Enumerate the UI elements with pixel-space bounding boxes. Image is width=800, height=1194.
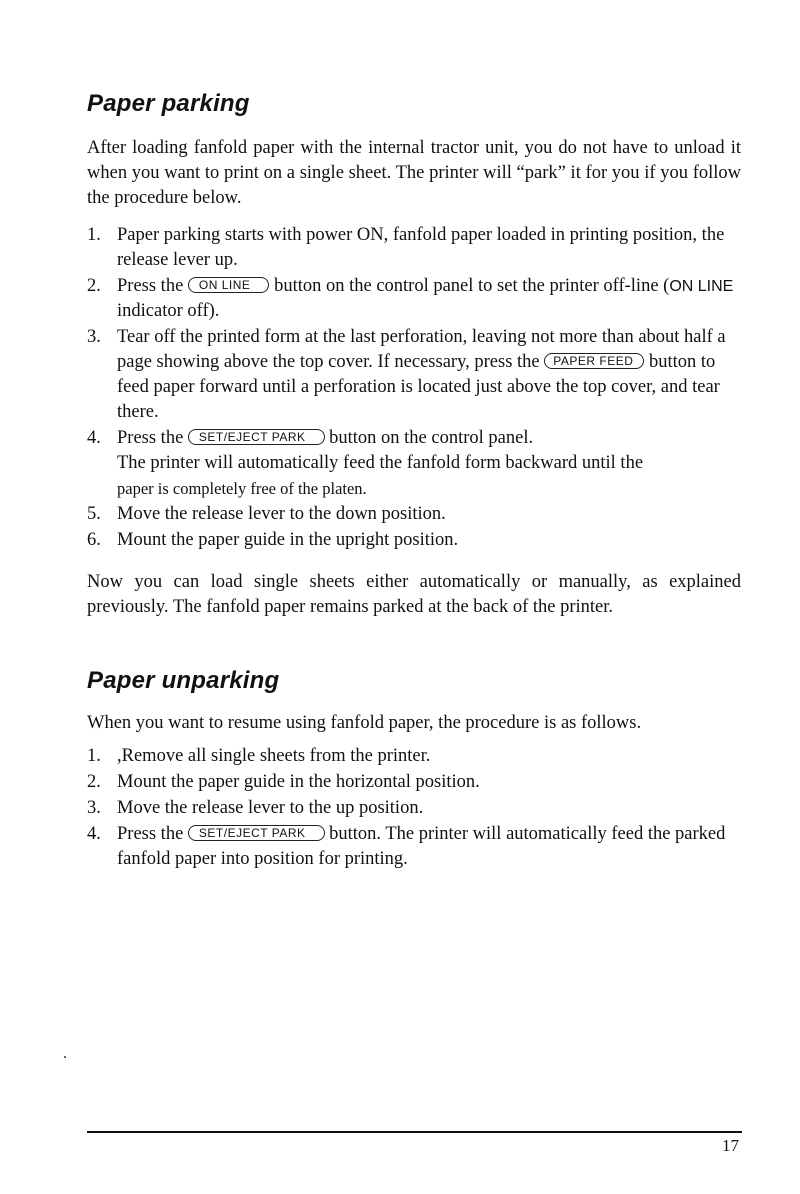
list-item: 1. Paper parking starts with power ON, fanfold paper loaded in printing position, the release lever up. bbox=[87, 225, 725, 270]
paper-feed-key-icon: PAPER FEED bbox=[544, 353, 644, 369]
list-item: 1. ,Remove all single sheets from the printer. bbox=[87, 746, 431, 766]
list-item: 5. Move the release lever to the down position. bbox=[87, 504, 446, 524]
online-key-icon: ON LINE bbox=[188, 277, 270, 293]
list-item: 3. Tear off the printed form at the last perforation, leaving not more than about half a page showing above the top cover. If necessary, press the PAPER FEED button to feed paper forward until a perforation is located just above the top cover, and tear there. bbox=[87, 327, 726, 422]
list-item: 6. Mount the paper guide in the upright position. bbox=[87, 530, 459, 550]
set-eject-park-key-icon: SET/EJECT PARK bbox=[188, 825, 325, 841]
footer-rule bbox=[87, 1131, 742, 1133]
list-item: 3. Move the release lever to the up position. bbox=[87, 798, 424, 818]
online-indicator-label: ON LINE bbox=[669, 278, 734, 295]
unparking-intro: When you want to resume using fanfold paper, the procedure is as follows. bbox=[87, 713, 642, 733]
set-eject-park-key-icon: SET/EJECT PARK bbox=[188, 429, 325, 445]
section-heading-paper-parking: Paper parking bbox=[87, 90, 250, 117]
unparking-steps-list bbox=[87, 744, 741, 873]
list-item: 2. Mount the paper guide in the horizontal position. bbox=[87, 772, 480, 792]
list-item: 4. Press the SET/EJECT PARK button. The printer will automatically feed the parked fanfold paper into position for printing. bbox=[87, 824, 726, 869]
outro-paragraph: Now you can load single sheets either automatically or manually, as explained previously. The fanfold paper remains parked at the back of the printer. bbox=[87, 572, 741, 617]
parking-steps-list bbox=[87, 223, 741, 554]
page-number: 17 bbox=[722, 1136, 739, 1155]
list-item: 4. Press the SET/EJECT PARK button on the control panel. The printer will automatically feed the fanfold form backward until the paper is completely free of the platen. bbox=[87, 428, 644, 498]
scan-speck bbox=[64, 1056, 66, 1058]
intro-paragraph: After loading fanfold paper with the internal tractor unit, you do not have to unload it when you want to print on a single sheet. The printer will “park” it for you if you follow the procedure below. bbox=[87, 138, 741, 208]
section-heading-paper-unparking: Paper unparking bbox=[87, 667, 280, 694]
list-item: 2. Press the ON LINE button on the control panel to set the printer off-line (ON LINE indicator off). bbox=[87, 276, 734, 321]
